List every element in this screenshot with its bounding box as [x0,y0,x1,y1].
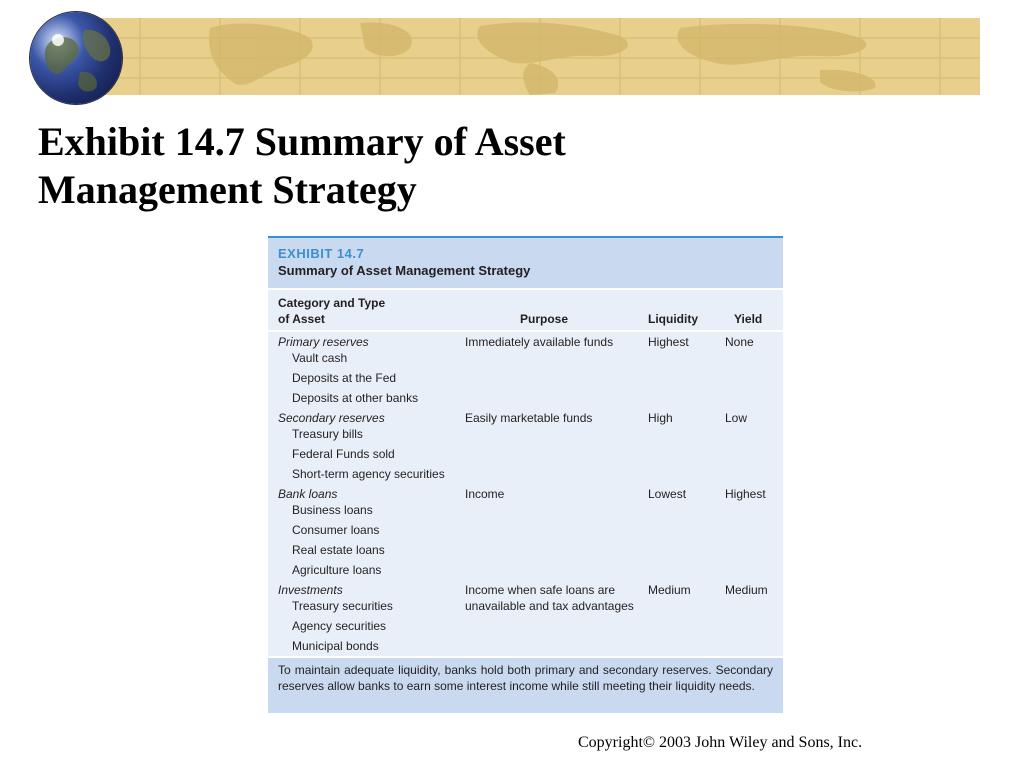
table-row-group [268,486,783,582]
globe-icon [30,12,122,104]
column-header-category-line-2: of Asset [278,312,325,326]
asset-type: Agency securities [292,619,387,633]
asset-yield: None [725,335,754,349]
asset-category: Secondary reserves [278,411,385,425]
asset-type: Treasury securities [292,599,393,613]
asset-type: Vault cash [292,351,348,365]
table-body [268,334,783,658]
column-header-purpose: Purpose [520,312,569,326]
asset-type: Consumer loans [292,523,380,537]
slide-title-line-1: Exhibit 14.7 Summary of Asset [38,119,566,164]
slide-title [38,118,738,214]
world-map-banner [60,18,980,95]
exhibit-header [268,238,783,290]
copyright-notice: Copyright© 2003 John Wiley and Sons, Inc. [578,734,863,751]
table-row-group [268,582,783,658]
column-header-category-line-1: Category and Type [278,296,386,310]
exhibit-caption: Summary of Asset Management Strategy [278,263,531,278]
asset-liquidity: Highest [648,335,689,349]
asset-liquidity: High [648,411,673,425]
table-row-group [268,410,783,486]
asset-category: Primary reserves [278,335,369,349]
asset-yield: Highest [725,487,766,501]
exhibit-note [268,656,783,713]
asset-category: Bank loans [278,487,338,501]
asset-purpose: Income [465,487,505,501]
asset-type: Municipal bonds [292,639,379,653]
asset-purpose: Immediately available funds [465,335,614,349]
slide-title-line-2: Management Strategy [38,167,417,212]
asset-type: Business loans [292,503,373,517]
asset-type: Deposits at the Fed [292,371,397,385]
asset-category: Investments [278,583,343,597]
asset-yield: Medium [725,583,768,597]
asset-type: Real estate loans [292,543,385,557]
asset-yield: Low [725,411,748,425]
column-headers [268,290,783,332]
asset-type: Federal Funds sold [292,447,395,461]
asset-type: Deposits at other banks [292,391,419,405]
exhibit-note-text: To maintain adequate liquidity, banks hold both primary and secondary reserves. Secondary reserves allow banks to earn some interest income while still meeting their liquidity needs. [278,663,773,693]
asset-type: Agriculture loans [292,563,382,577]
exhibit-table [268,236,783,713]
asset-purpose: Income when safe loans are unavailable and tax advantages [465,583,634,613]
column-header-yield: Yield [734,312,763,326]
column-header-liquidity: Liquidity [648,312,698,326]
table-row-group [268,334,783,410]
asset-liquidity: Lowest [648,487,687,501]
asset-type: Treasury bills [292,427,363,441]
column-header-category [278,295,438,327]
asset-type: Short-term agency securities [292,467,445,481]
exhibit-number: EXHIBIT 14.7 [278,246,365,261]
asset-purpose: Easily marketable funds [465,411,593,425]
asset-liquidity: Medium [648,583,691,597]
